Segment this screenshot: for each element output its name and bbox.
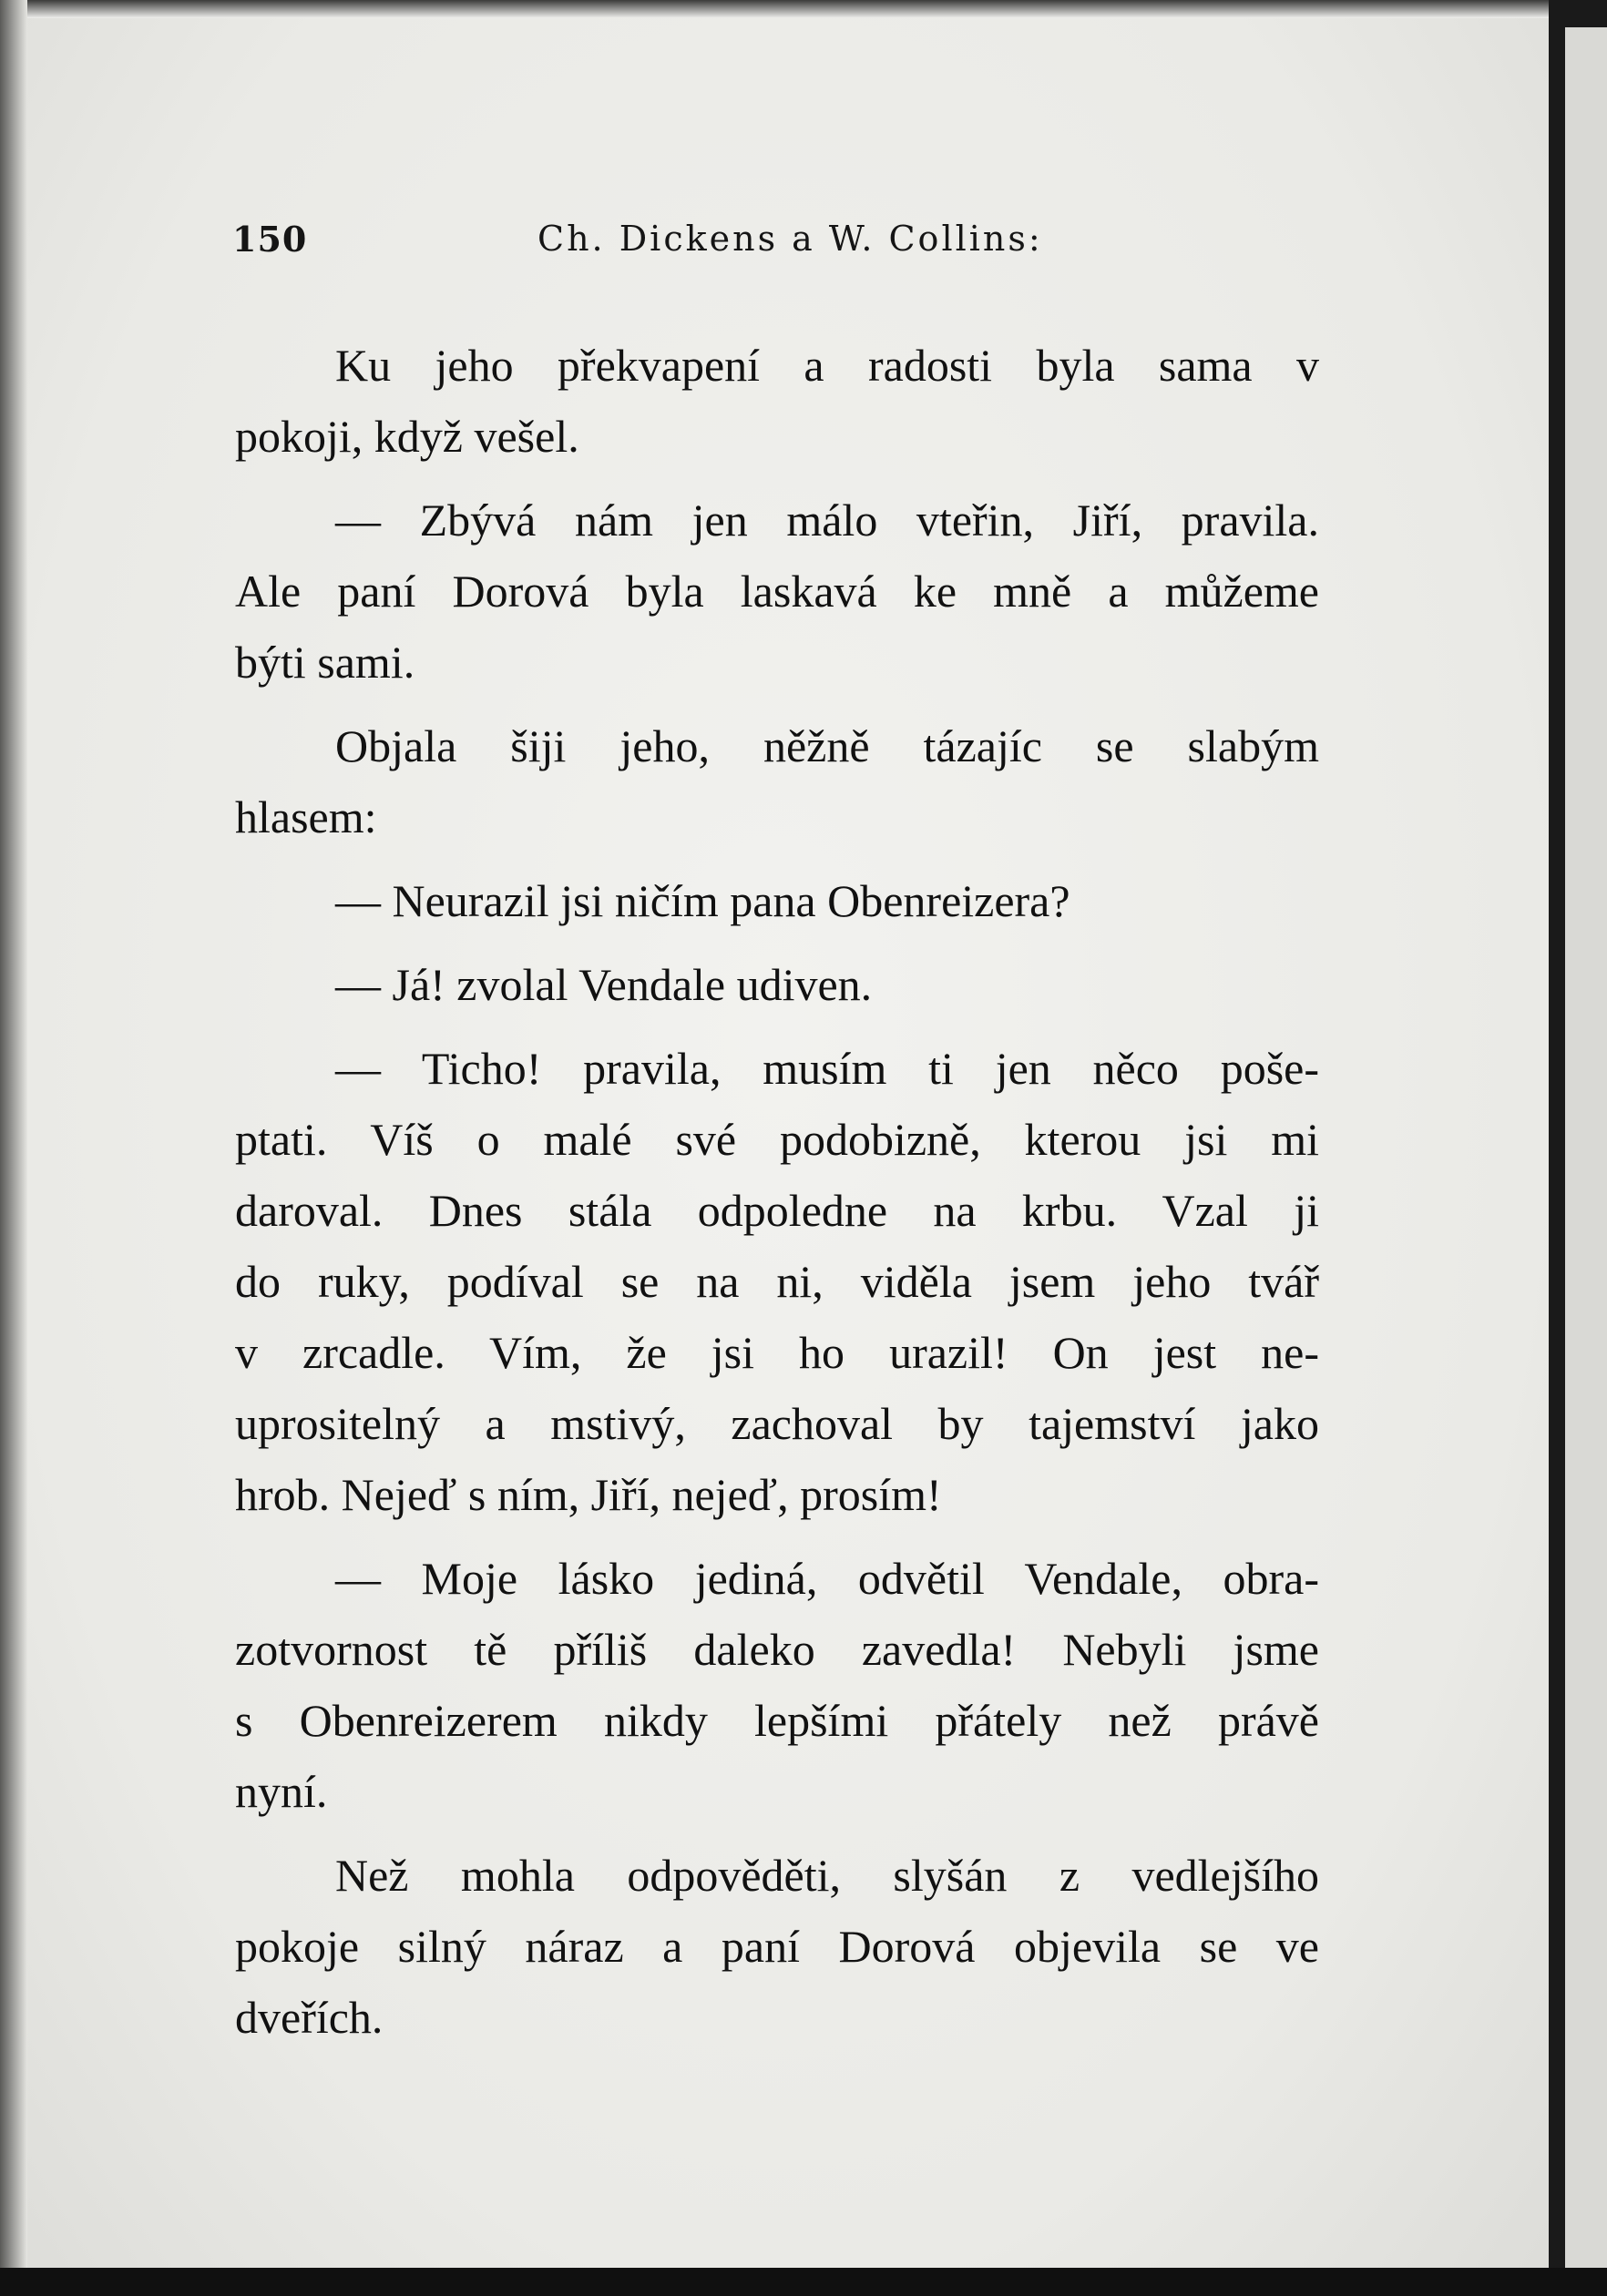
paragraph-gap <box>235 1020 1319 1033</box>
text-line: zotvornost tě příliš daleko zavedla! Nebyli jsme <box>235 1624 1319 1675</box>
paragraph-gap <box>235 936 1319 949</box>
paragraph <box>235 949 1319 1020</box>
paragraph <box>235 485 1319 698</box>
paragraph-gap <box>235 472 1319 485</box>
text-line: s Obenreizerem nikdy lepšími přátely než právě <box>235 1695 1319 1746</box>
body-text <box>235 330 1319 2053</box>
page-header <box>232 219 1052 273</box>
text-line: — Zbývá nám jen málo vteřin, Jiří, pravila. <box>335 495 1319 546</box>
paragraph <box>235 1543 1319 1827</box>
text-line: — Ticho! pravila, musím ti jen něco poše- <box>335 1043 1319 1094</box>
text-line: — Moje lásko jediná, odvětil Vendale, obra- <box>335 1553 1319 1604</box>
text-line: pokoje silný náraz a paní Dorová objevila se ve <box>235 1921 1319 1972</box>
text-line: Ku jeho překvapení a radosti byla sama v <box>335 340 1319 391</box>
text-line: dveřích. <box>235 1992 384 2043</box>
text-line: hrob. Nejeď s ním, Jiří, nejeď, prosím! <box>235 1469 942 1520</box>
text-line: daroval. Dnes stála odpoledne na krbu. Vzal ji <box>235 1185 1319 1236</box>
scan-top-shadow <box>0 0 1549 18</box>
paragraph-gap <box>235 698 1319 710</box>
text-line: Než mohla odpověděti, slyšán z vedlejšího <box>335 1850 1319 1901</box>
paragraph <box>235 330 1319 472</box>
paragraph <box>235 865 1319 936</box>
paragraph <box>235 1033 1319 1530</box>
paragraph-gap <box>235 1530 1319 1543</box>
text-line: ptati. Víš o malé své podobizně, kterou jsi mi <box>235 1114 1319 1165</box>
text-line: hlasem: <box>235 791 377 842</box>
paragraph-gap <box>235 852 1319 865</box>
text-line: pokoji, když vešel. <box>235 411 579 462</box>
text-line: v zrcadle. Vím, že jsi ho urazil! On jest ne- <box>235 1327 1319 1378</box>
text-line: — Já! zvolal Vendale udiven. <box>335 959 873 1010</box>
next-page-sliver <box>1565 27 1607 2268</box>
text-line: nyní. <box>235 1766 328 1817</box>
paragraph <box>235 710 1319 852</box>
page-number: 150 <box>232 219 308 260</box>
text-line: býti sami. <box>235 637 415 688</box>
text-line: — Neurazil jsi ničím pana Obenreizera? <box>335 875 1070 926</box>
text-line: Ale paní Dorová byla laskavá ke mně a můžeme <box>235 566 1319 617</box>
paragraph <box>235 1840 1319 2053</box>
text-line: uprositelný a mstivý, zachoval by tajemství jako <box>235 1398 1319 1449</box>
running-head: Ch. Dickens a W. Collins: <box>537 219 1043 259</box>
text-line: do ruky, podíval se na ni, viděla jsem jeho tvář <box>235 1256 1319 1307</box>
scan-left-shadow <box>0 0 27 2296</box>
scan-bottom-edge <box>0 2268 1607 2296</box>
paragraph-gap <box>235 1827 1319 1840</box>
text-line: Objala šiji jeho, něžně tázajíc se slabým <box>335 720 1319 771</box>
